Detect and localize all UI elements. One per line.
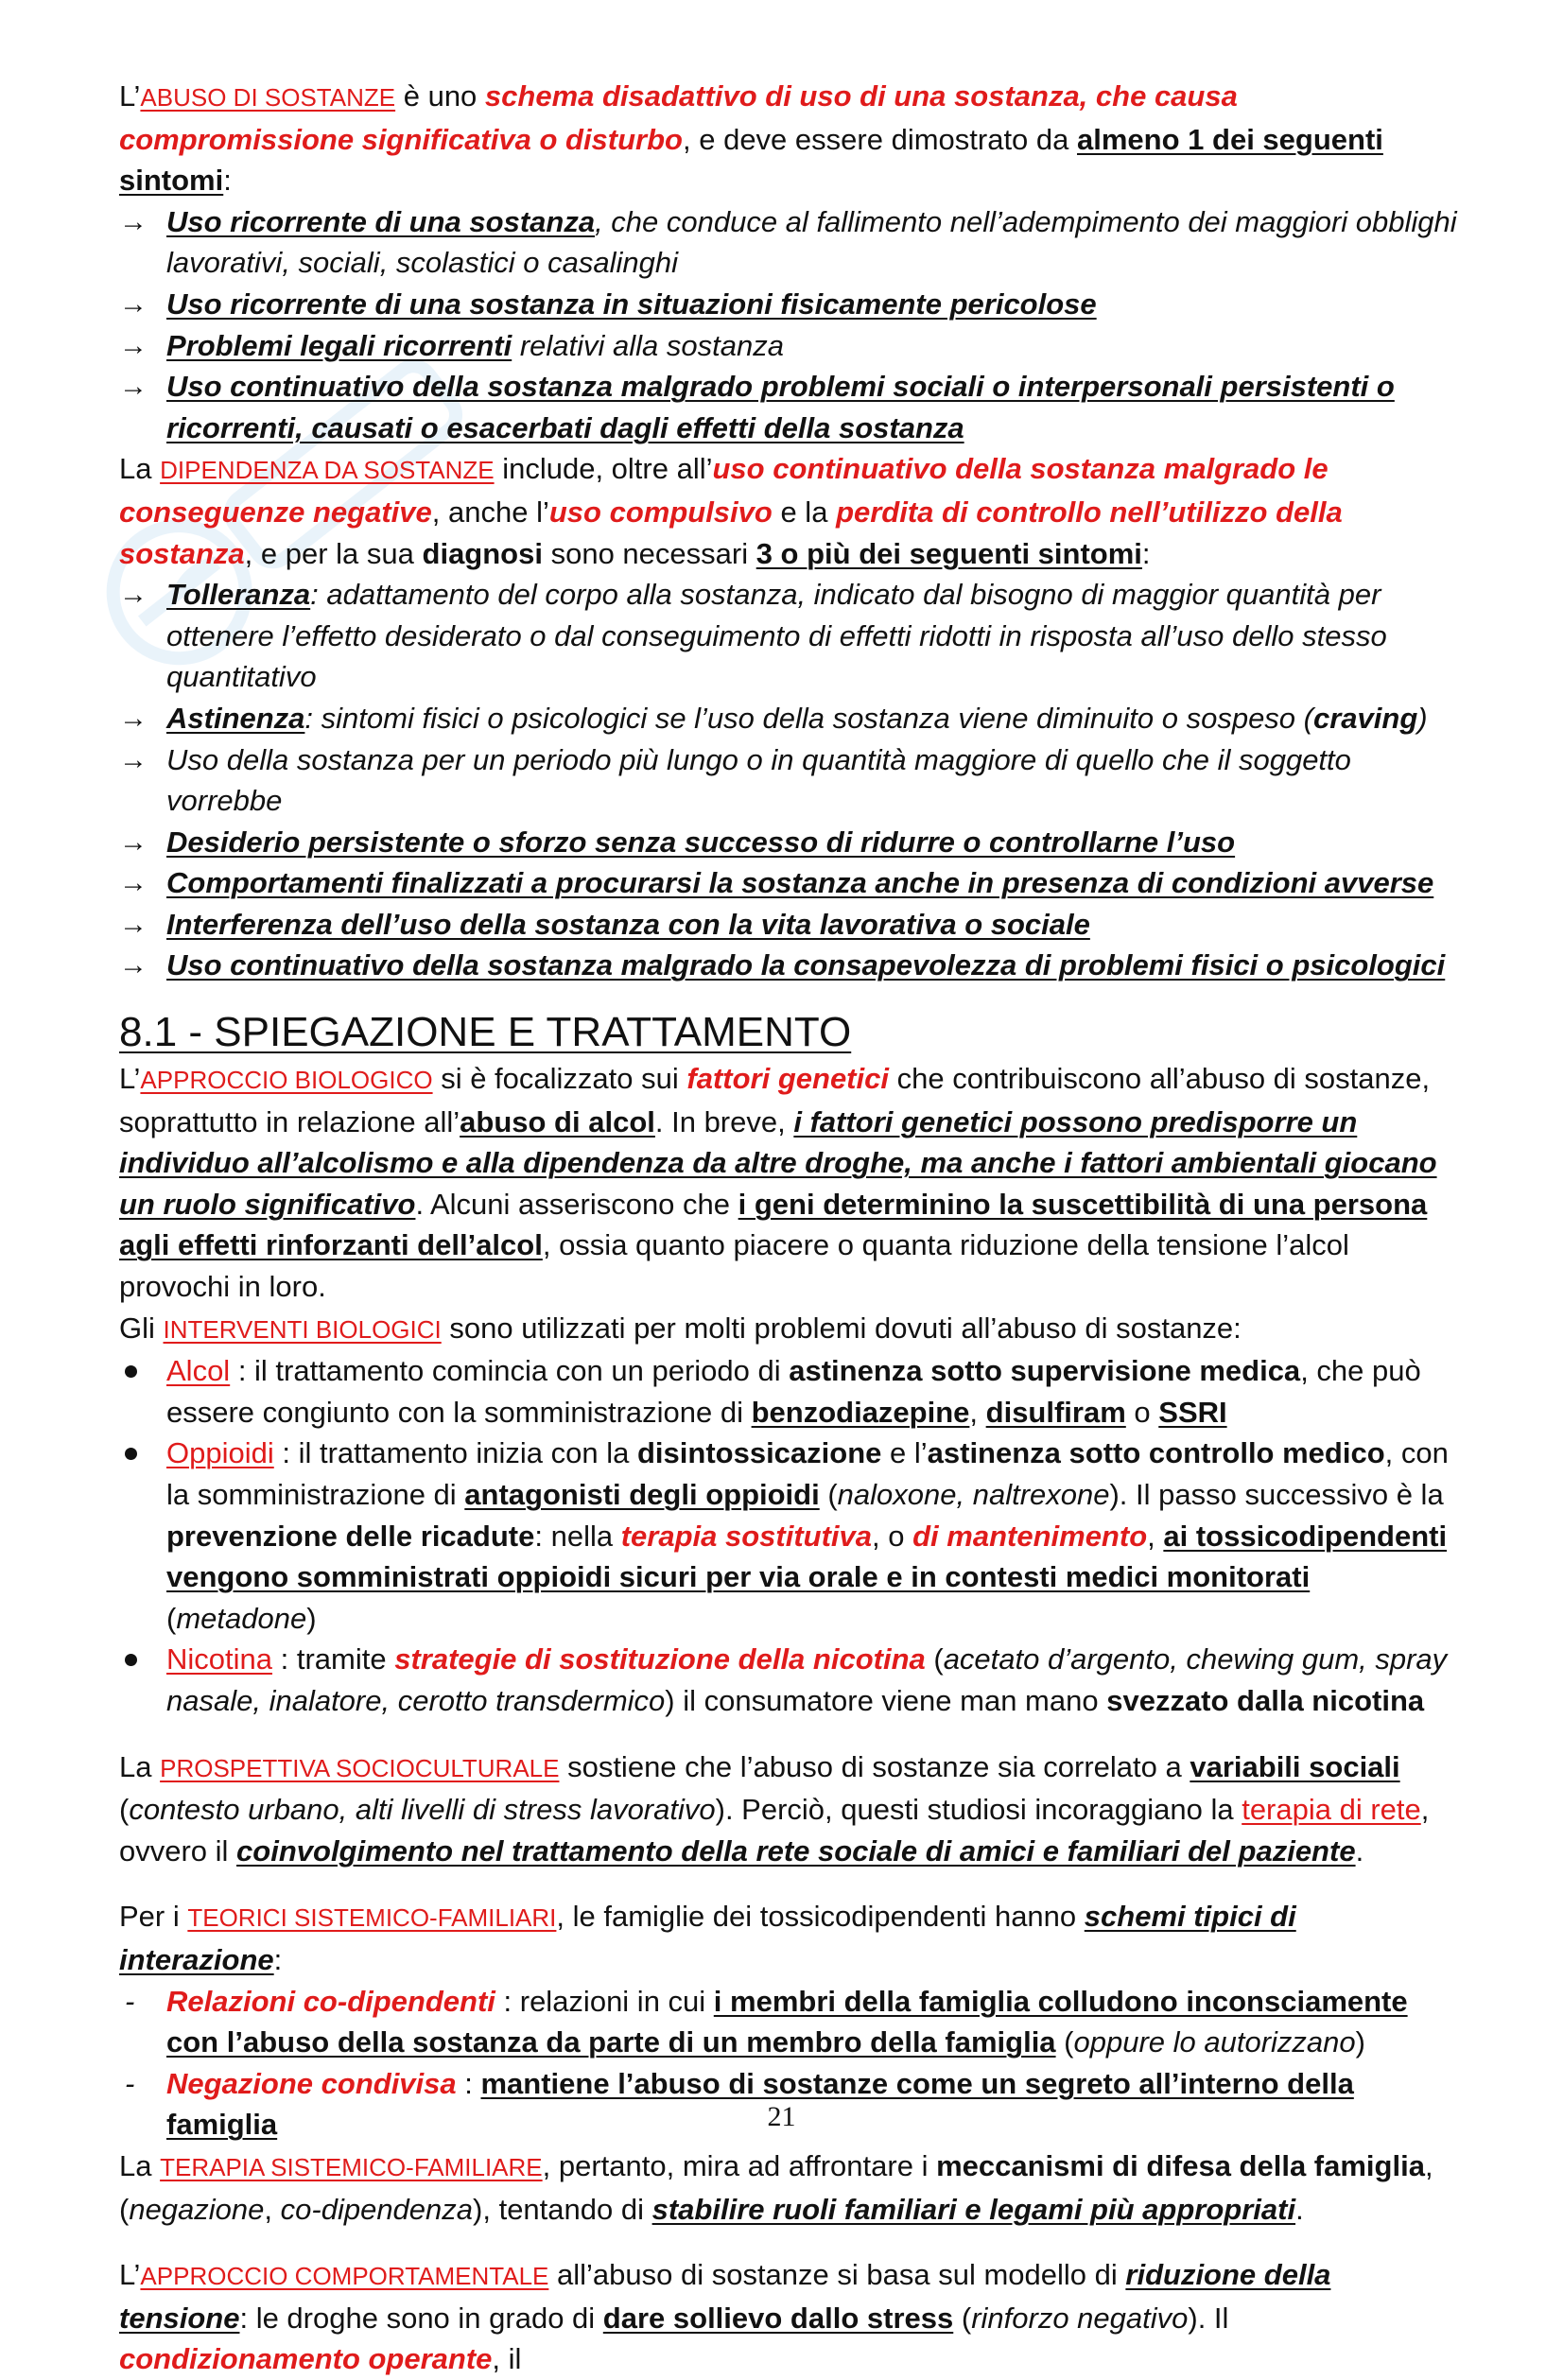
terapia-sistemica-paragraph: La TERAPIA SISTEMICO-FAMILIARE, pertanto, mira ad affrontare i meccanismi di difesa della famiglia, (negazione, co-dipendenza), tentando di stabilire ruoli familiari e legami più appropriati.	[119, 2148, 1433, 2226]
socioculturale-keyword: PROSPETTIVA SOCIOCULTURALE	[160, 1753, 560, 1782]
abuso-keyword: ABUSO DI SOSTANZE	[140, 83, 396, 112]
abuso-paragraph: L’ABUSO DI SOSTANZE è uno schema disadattivo di uso di una sostanza, che causa compromissione significativa o disturbo, e deve essere dimostrato da almeno 1 dei seguenti sintomi:	[119, 79, 1383, 198]
arrow-icon: →	[119, 371, 148, 403]
list-item: → Tolleranza: adattamento del corpo alla sostanza, indicato dal bisogno di maggior quantità per ottenere l’effetto desiderato o dal conseguimento di effetti ridotti in risposta all’uso dello stesso quantitativo	[119, 574, 1462, 698]
document-page	[119, 76, 1462, 2380]
spacer	[119, 2230, 1462, 2254]
terapia-sistemica-keyword: TERAPIA SISTEMICO-FAMILIARE	[160, 2152, 543, 2181]
arrow-icon: →	[119, 908, 148, 940]
arrow-icon: →	[119, 743, 148, 775]
interventi-biologici-keyword: INTERVENTI BIOLOGICI	[163, 1314, 442, 1344]
list-item: → Uso ricorrente di una sostanza, che conduce al fallimento nell’adempimento dei maggiori obblighi lavorativi, sociali, scolastici o casalinghi	[119, 201, 1462, 284]
page-number: 21	[767, 2101, 796, 2132]
dash-icon: -	[125, 1984, 135, 2018]
arrow-icon: →	[119, 949, 148, 982]
interventi-biologici-paragraph: Gli INTERVENTI BIOLOGICI sono utilizzati per molti problemi dovuti all’abuso di sostanze:	[119, 1311, 1242, 1345]
dash-icon: -	[125, 2066, 135, 2100]
section-heading: 8.1 - SPIEGAZIONE E TRATTAMENTO	[119, 1009, 852, 1056]
bullet-icon	[125, 1654, 137, 1666]
arrow-icon: →	[119, 867, 148, 899]
approccio-biologico-keyword: APPROCCIO BIOLOGICO	[140, 1066, 433, 1095]
spacer	[119, 1871, 1462, 1896]
dipendenza-paragraph: La DIPENDENZA DA SOSTANZE include, oltre all’uso continuativo della sostanza malgrado le conseguenze negative, anche l’uso compulsivo e la perdita di controllo nell’utilizzo della sostanza, e per la sua diagnosi sono necessari 3 o più dei seguenti sintomi:	[119, 452, 1343, 570]
list-item: → Uso della sostanza per un periodo più lungo o in quantità maggiore di quello che il soggetto vorrebbe	[119, 739, 1462, 822]
list-item: → Desiderio persistente o sforzo senza successo di ridurre o controllarne l’uso	[119, 822, 1462, 863]
bullet-icon	[125, 1365, 137, 1378]
list-item: Oppioidi : il trattamento inizia con la disintossicazione e l’astinenza sotto controllo medico, con la somministrazione di antagonisti degli oppioidi (naloxone, naltrexone). Il passo successivo è la prevenzione delle ricadute: nella terapia sostitutiva, o di mantenimento, ai tossicodipendenti vengono somministrati oppioidi sicuri per via orale e in contesti medici monitorati (metadone)	[119, 1433, 1462, 1639]
arrow-icon: →	[119, 329, 148, 361]
list-item: → Uso ricorrente di una sostanza in situazioni fisicamente pericolose	[119, 284, 1462, 325]
spacer	[119, 1722, 1462, 1746]
list-item: → Comportamenti finalizzati a procurarsi la sostanza anche in presenza di condizioni avverse	[119, 862, 1462, 904]
sistemico-keyword: TEORICI SISTEMICO-FAMILIARI	[187, 1903, 557, 1933]
arrow-icon: →	[119, 287, 148, 320]
list-item: Alcol : il trattamento comincia con un periodo di astinenza sotto supervisione medica, che può essere congiunto con la somministrazione di benzodiazepine, disulfiram o SSRI	[119, 1350, 1462, 1433]
socioculturale-paragraph: La PROSPETTIVA SOCIOCULTURALE sostiene che l’abuso di sostanze sia correlato a variabili sociali (contesto urbano, alti livelli di stress lavorativo). Perciò, questi studiosi incoraggiano la terapia di rete, ovvero il coinvolgimento nel trattamento della rete sociale di amici e familiari del paziente.	[119, 1749, 1430, 1868]
dipendenza-keyword: DIPENDENZA DA SOSTANZE	[160, 456, 495, 485]
arrow-icon: →	[119, 205, 148, 237]
bullet-icon	[125, 1448, 137, 1460]
list-item: → Uso continuativo della sostanza malgrado la consapevolezza di problemi fisici o psicologici	[119, 945, 1462, 986]
list-item: Nicotina : tramite strategie di sostituzione della nicotina (acetato d’argento, chewing gum, spray nasale, inalatore, cerotto transdermico) il consumatore viene man mano svezzato dalla nicotina	[119, 1639, 1462, 1721]
sistemico-paragraph: Per i TEORICI SISTEMICO-FAMILIARI, le famiglie dei tossicodipendenti hanno schemi tipici di interazione:	[119, 1900, 1296, 1976]
arrow-icon: →	[119, 579, 148, 611]
list-item: - Negazione condivisa : mantiene l’abuso di sostanze come un segreto all’interno della famiglia	[119, 2063, 1462, 2145]
list-item: → Problemi legali ricorrenti relativi alla sostanza	[119, 325, 1462, 367]
list-item: - Relazioni co-dipendenti : relazioni in cui i membri della famiglia colludono inconsciamente con l’abuso della sostanza da parte di un membro della famiglia (oppure lo autorizzano)	[119, 1981, 1462, 2063]
arrow-icon: →	[119, 825, 148, 858]
list-item: → Astinenza: sintomi fisici o psicologici se l’uso della sostanza viene diminuito o sospeso (craving)	[119, 698, 1462, 739]
arrow-icon: →	[119, 702, 148, 734]
comportamentale-paragraph: L’APPROCCIO COMPORTAMENTALE all’abuso di sostanze si basa sul modello di riduzione della tensione: le droghe sono in grado di dare sollievo dallo stress (rinforzo negativo). Il condizionamento operante, il	[119, 2258, 1331, 2376]
list-item: → Uso continuativo della sostanza malgrado problemi sociali o interpersonali persistenti o ricorrenti, causati o esacerbati dagli effetti della sostanza	[119, 366, 1462, 448]
approccio-biologico-paragraph: L’APPROCCIO BIOLOGICO si è focalizzato sui fattori genetici che contribuiscono all’abuso di sostanze, soprattutto in relazione all’abuso di alcol. In breve, i fattori genetici possono predisporre un individuo all’alcolismo e alla dipendenza da altre droghe, ma anche i fattori ambientali giocano un ruolo significativo. Alcuni asseriscono che i geni determinino la suscettibilità di una persona agli effetti rinforzanti dell’alcol, ossia quanto piacere o quanta riduzione della tensione l’alcol provochi in loro.	[119, 1062, 1437, 1304]
list-item: → Interferenza dell’uso della sostanza con la vita lavorativa o sociale	[119, 904, 1462, 946]
comportamentale-keyword: APPROCCIO COMPORTAMENTALE	[140, 2262, 549, 2291]
